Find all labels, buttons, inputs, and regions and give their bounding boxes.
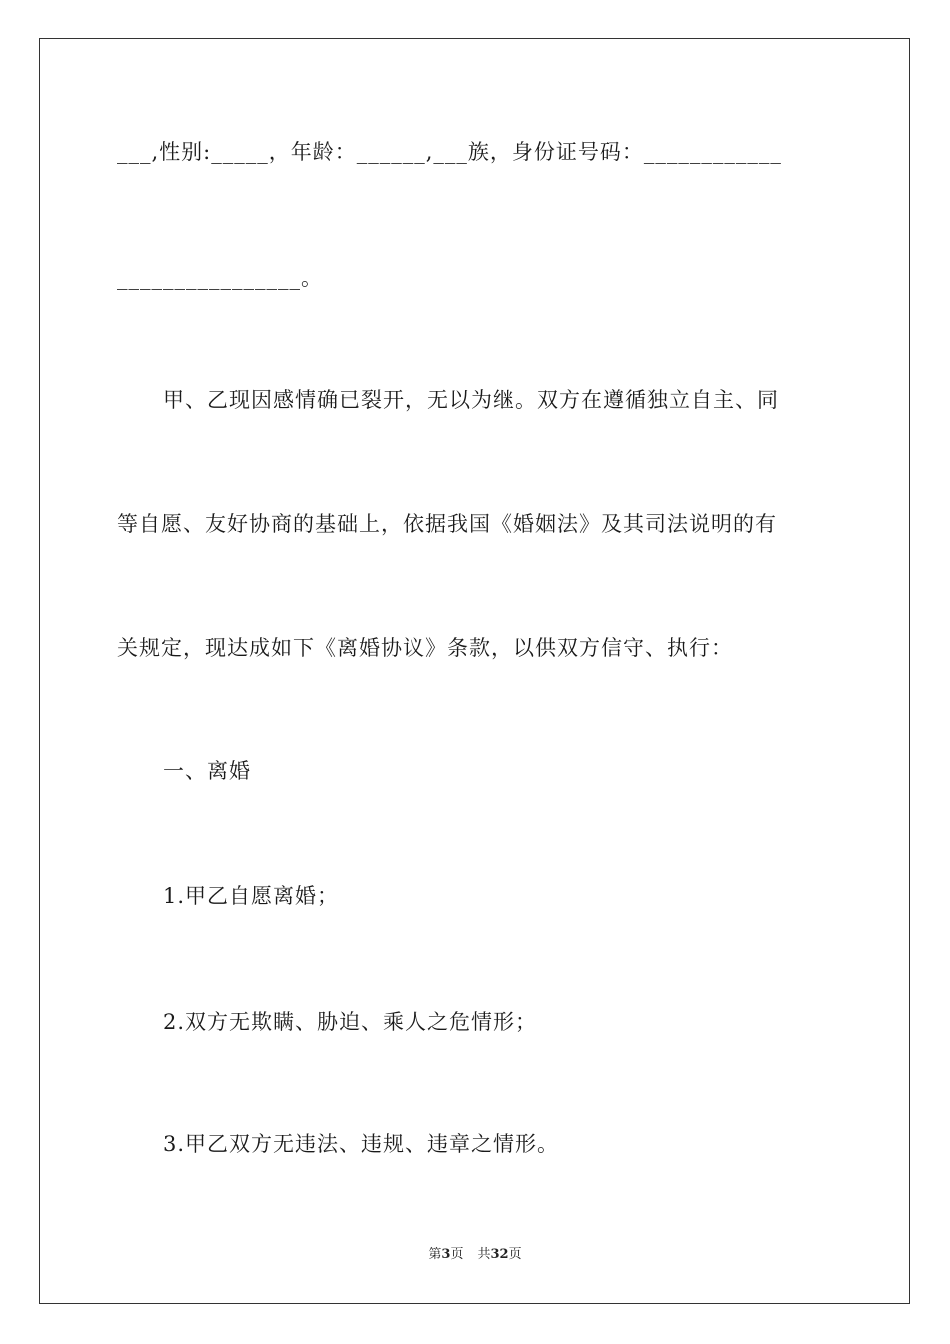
total-page-count: 32	[490, 1247, 509, 1262]
paragraph-intro-line-2: 等自愿、友好协商的基础上，依据我国《婚姻法》及其司法说明的有	[117, 512, 777, 536]
id-number-continuation-line: ________________。	[117, 266, 323, 290]
section-heading-divorce: 一、离婚	[163, 759, 251, 783]
current-page-number: 3	[441, 1247, 451, 1262]
page-prefix: 第	[428, 1247, 442, 1262]
paragraph-intro-line-3: 关规定，现达成如下《离婚协议》条款，以供双方信守、执行：	[117, 636, 733, 660]
page-footer	[0, 1246, 950, 1264]
clause-item-3: 3.甲乙双方无违法、违规、违章之情形。	[163, 1132, 560, 1156]
paragraph-intro-line-1: 甲、乙现因感情确已裂开，无以为继。双方在遵循独立自主、同	[163, 388, 779, 412]
page-border	[39, 38, 910, 1304]
page-suffix: 页	[450, 1247, 464, 1262]
clause-item-1: 1.甲乙自愿离婚；	[163, 884, 340, 908]
total-prefix: 共	[477, 1247, 491, 1262]
personal-info-line: ___,性别:_____，年龄：______,___族，身份证号码：____________	[117, 140, 782, 164]
total-suffix: 页	[508, 1247, 522, 1262]
clause-item-2: 2.双方无欺瞒、胁迫、乘人之危情形；	[163, 1010, 538, 1034]
